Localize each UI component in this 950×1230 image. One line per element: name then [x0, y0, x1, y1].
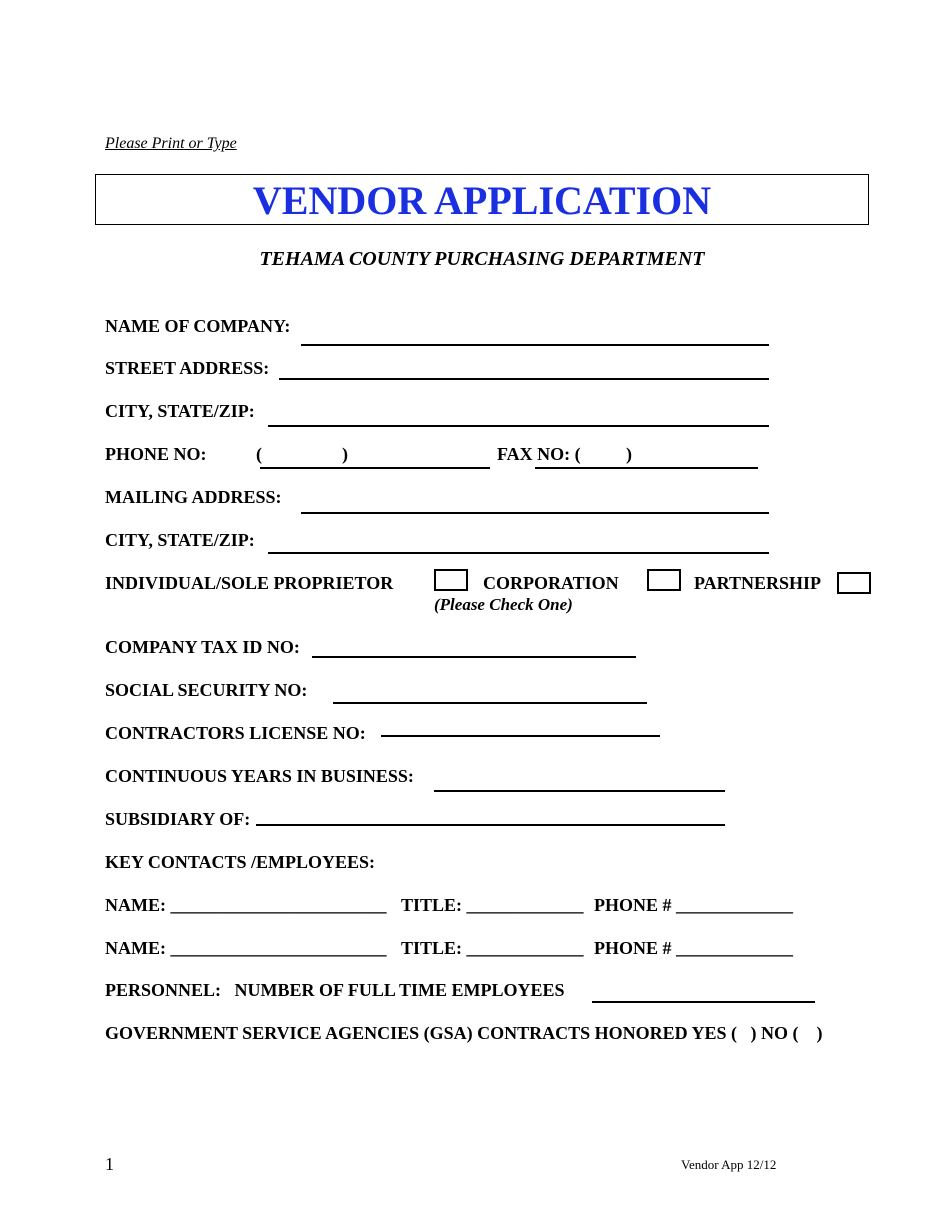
years-field[interactable] — [434, 790, 725, 792]
form-version: Vendor App 12/12 — [681, 1157, 777, 1172]
tax-id-label: COMPANY TAX ID NO: — [105, 637, 300, 657]
corporation-label: CORPORATION — [483, 573, 619, 593]
mailing-city-state-zip-label: CITY, STATE/ZIP: — [105, 530, 255, 550]
street-address-field[interactable] — [279, 378, 769, 380]
contact-phone-field[interactable]: PHONE # _____________ — [594, 895, 794, 915]
company-name-field[interactable] — [301, 344, 769, 346]
ssn-field[interactable] — [333, 702, 647, 704]
subsidiary-label: SUBSIDIARY OF: — [105, 809, 251, 829]
subsidiary-field[interactable] — [256, 824, 725, 826]
contact-title-field[interactable]: TITLE: _____________ — [401, 938, 584, 958]
tax-id-field[interactable] — [312, 656, 636, 658]
phone-label: PHONE NO: — [105, 444, 207, 464]
partnership-checkbox[interactable] — [837, 572, 871, 594]
department-subtitle: TEHAMA COUNTY PURCHASING DEPARTMENT — [259, 248, 705, 270]
personnel-label: PERSONNEL: NUMBER OF FULL TIME EMPLOYEES — [105, 980, 565, 1000]
phone-field[interactable] — [260, 467, 490, 469]
phone-area-close: ) — [342, 444, 348, 464]
gsa-contracts-question: GOVERNMENT SERVICE AGENCIES (GSA) CONTRACTS HONORED YES ( ) NO ( ) — [105, 1023, 823, 1043]
fax-field[interactable] — [535, 467, 758, 469]
contact-name-field[interactable]: NAME: ________________________ — [105, 895, 387, 915]
years-label: CONTINUOUS YEARS IN BUSINESS: — [105, 766, 414, 786]
print-instruction: Please Print or Type — [105, 135, 237, 152]
check-one-note: (Please Check One) — [434, 595, 573, 614]
mailing-address-field[interactable] — [301, 512, 769, 514]
street-address-label: STREET ADDRESS: — [105, 358, 270, 378]
city-state-zip-label: CITY, STATE/ZIP: — [105, 401, 255, 421]
individual-label: INDIVIDUAL/SOLE PROPRIETOR — [105, 573, 394, 593]
fax-area-close: ) — [626, 444, 632, 464]
contact-phone-field[interactable]: PHONE # _____________ — [594, 938, 794, 958]
key-contacts-label: KEY CONTACTS /EMPLOYEES: — [105, 852, 376, 872]
page-number: 1 — [105, 1154, 114, 1174]
company-name-label: NAME OF COMPANY: — [105, 316, 291, 336]
contact-title-field[interactable]: TITLE: _____________ — [401, 895, 584, 915]
contact-name-field[interactable]: NAME: ________________________ — [105, 938, 387, 958]
ssn-label: SOCIAL SECURITY NO: — [105, 680, 308, 700]
city-state-zip-field[interactable] — [268, 425, 769, 427]
mailing-city-state-zip-field[interactable] — [268, 552, 769, 554]
individual-checkbox[interactable] — [434, 569, 468, 591]
mailing-address-label: MAILING ADDRESS: — [105, 487, 282, 507]
partnership-label: PARTNERSHIP — [694, 573, 822, 593]
corporation-checkbox[interactable] — [647, 569, 681, 591]
page-title: VENDOR APPLICATION — [252, 178, 712, 223]
license-field[interactable] — [381, 735, 660, 737]
employee-count-field[interactable] — [592, 1001, 815, 1003]
fax-label: FAX NO: ( — [497, 444, 581, 464]
phone-area-open: ( — [256, 444, 262, 464]
title-box — [95, 174, 869, 225]
license-label: CONTRACTORS LICENSE NO: — [105, 723, 366, 743]
